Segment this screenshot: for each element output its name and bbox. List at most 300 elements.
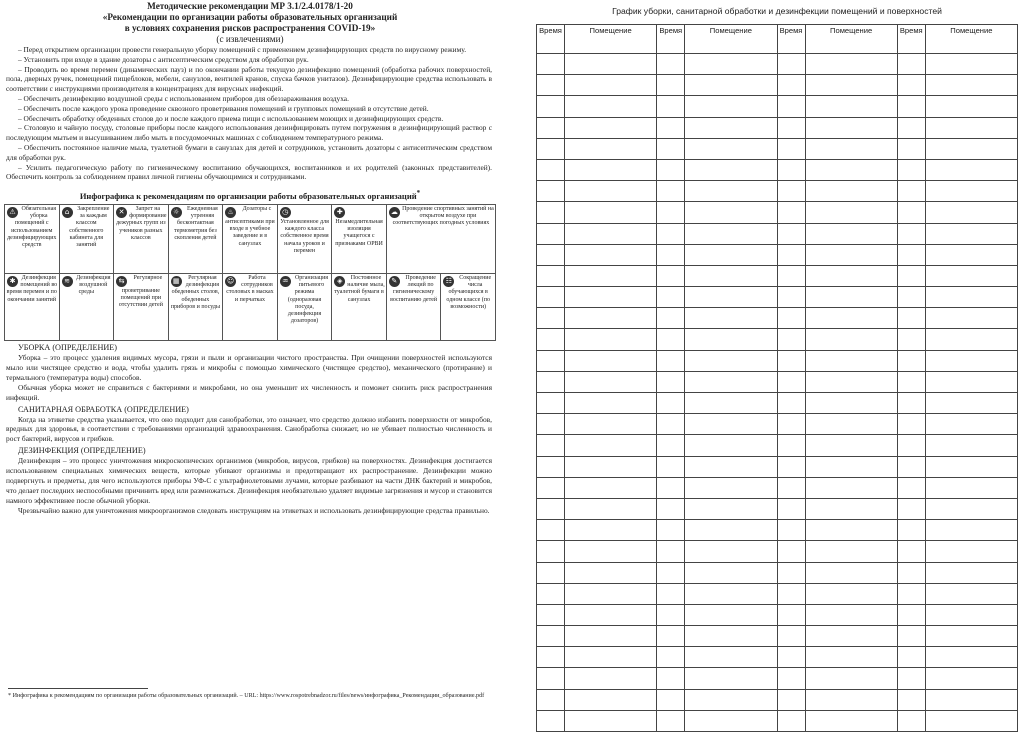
time-cell[interactable] bbox=[657, 96, 685, 117]
schedule-row bbox=[537, 498, 1018, 519]
column-header-time: Время bbox=[657, 25, 685, 54]
room-cell[interactable] bbox=[565, 456, 657, 477]
time-cell[interactable] bbox=[657, 710, 685, 731]
time-cell[interactable] bbox=[897, 647, 925, 668]
time-cell[interactable] bbox=[777, 265, 805, 286]
infographic-cell bbox=[59, 273, 114, 340]
time-cell[interactable] bbox=[537, 626, 565, 647]
time-cell[interactable] bbox=[777, 435, 805, 456]
time-cell[interactable] bbox=[537, 181, 565, 202]
time-cell[interactable] bbox=[777, 329, 805, 350]
section-heading: САНИТАРНАЯ ОБРАБОТКА (ОПРЕДЕЛЕНИЕ) bbox=[18, 404, 189, 414]
room-cell[interactable] bbox=[565, 498, 657, 519]
time-cell[interactable] bbox=[897, 223, 925, 244]
infographic-text: Дезинфекция воздушной среды bbox=[76, 274, 111, 296]
time-cell[interactable] bbox=[777, 75, 805, 96]
room-cell[interactable] bbox=[805, 265, 897, 286]
time-cell[interactable] bbox=[897, 181, 925, 202]
time-cell[interactable] bbox=[777, 350, 805, 371]
room-cell[interactable] bbox=[925, 308, 1017, 329]
time-cell[interactable] bbox=[777, 287, 805, 308]
room-cell[interactable] bbox=[685, 329, 777, 350]
room-cell[interactable] bbox=[925, 287, 1017, 308]
time-cell[interactable] bbox=[777, 202, 805, 223]
room-cell[interactable] bbox=[685, 456, 777, 477]
schedule-row bbox=[537, 75, 1018, 96]
room-cell[interactable] bbox=[685, 244, 777, 265]
time-cell[interactable] bbox=[537, 477, 565, 498]
room-cell[interactable] bbox=[685, 265, 777, 286]
room-cell[interactable] bbox=[685, 350, 777, 371]
infographic-cell bbox=[168, 204, 223, 273]
room-cell[interactable] bbox=[805, 541, 897, 562]
room-cell[interactable] bbox=[685, 371, 777, 392]
room-cell[interactable] bbox=[565, 520, 657, 541]
header-line-2: «Рекомендации по организации работы образовательных организаций bbox=[102, 12, 398, 22]
section-paragraph: Когда на этикетке средства указывается, что оно подходит для санобработки, это означает, что средство должно избавить поверхности от микробов, вредных для здоровья, в соответствии с требованиями организаций здравоохранения. Санобработка снижает, но не убивает полностью численность и рост бактерий, вирусов и грибков. bbox=[6, 414, 492, 444]
time-cell[interactable] bbox=[897, 117, 925, 138]
schedule-row bbox=[537, 393, 1018, 414]
time-cell[interactable] bbox=[657, 244, 685, 265]
room-cell[interactable] bbox=[925, 329, 1017, 350]
time-cell[interactable] bbox=[537, 96, 565, 117]
time-cell[interactable] bbox=[537, 414, 565, 435]
time-cell[interactable] bbox=[537, 583, 565, 604]
room-cell[interactable] bbox=[805, 668, 897, 689]
time-cell[interactable] bbox=[897, 393, 925, 414]
time-cell[interactable] bbox=[897, 244, 925, 265]
room-cell[interactable] bbox=[685, 689, 777, 710]
schedule-row bbox=[537, 710, 1018, 731]
room-cell[interactable] bbox=[685, 520, 777, 541]
time-cell[interactable] bbox=[897, 498, 925, 519]
room-cell[interactable] bbox=[925, 477, 1017, 498]
room-cell[interactable] bbox=[925, 689, 1017, 710]
time-cell[interactable] bbox=[897, 308, 925, 329]
room-cell[interactable] bbox=[685, 710, 777, 731]
schedule-row bbox=[537, 159, 1018, 180]
room-cell[interactable] bbox=[565, 562, 657, 583]
time-cell[interactable] bbox=[777, 244, 805, 265]
room-cell[interactable] bbox=[685, 562, 777, 583]
time-cell[interactable] bbox=[657, 117, 685, 138]
schedule-row bbox=[537, 626, 1018, 647]
time-cell[interactable] bbox=[537, 456, 565, 477]
time-cell[interactable] bbox=[537, 75, 565, 96]
room-cell[interactable] bbox=[805, 244, 897, 265]
room-cell[interactable] bbox=[565, 435, 657, 456]
time-cell[interactable] bbox=[657, 54, 685, 75]
room-cell[interactable] bbox=[685, 541, 777, 562]
room-cell[interactable] bbox=[685, 138, 777, 159]
room-cell[interactable] bbox=[685, 117, 777, 138]
room-cell[interactable] bbox=[805, 710, 897, 731]
room-cell[interactable] bbox=[925, 159, 1017, 180]
room-cell[interactable] bbox=[805, 138, 897, 159]
time-cell[interactable] bbox=[897, 583, 925, 604]
time-cell[interactable] bbox=[897, 710, 925, 731]
time-cell[interactable] bbox=[897, 541, 925, 562]
room-cell[interactable] bbox=[925, 181, 1017, 202]
room-cell[interactable] bbox=[925, 138, 1017, 159]
time-cell[interactable] bbox=[657, 520, 685, 541]
room-cell[interactable] bbox=[925, 265, 1017, 286]
room-cell[interactable] bbox=[925, 435, 1017, 456]
room-cell[interactable] bbox=[685, 668, 777, 689]
time-cell[interactable] bbox=[777, 626, 805, 647]
time-cell[interactable] bbox=[537, 287, 565, 308]
time-cell[interactable] bbox=[657, 626, 685, 647]
room-cell[interactable] bbox=[565, 54, 657, 75]
time-cell[interactable] bbox=[657, 583, 685, 604]
room-cell[interactable] bbox=[805, 583, 897, 604]
room-cell[interactable] bbox=[925, 393, 1017, 414]
time-cell[interactable] bbox=[897, 138, 925, 159]
time-cell[interactable] bbox=[777, 562, 805, 583]
time-cell[interactable] bbox=[537, 138, 565, 159]
time-cell[interactable] bbox=[897, 604, 925, 625]
time-cell[interactable] bbox=[657, 138, 685, 159]
room-cell[interactable] bbox=[685, 54, 777, 75]
room-cell[interactable] bbox=[565, 202, 657, 223]
time-cell[interactable] bbox=[657, 498, 685, 519]
time-cell[interactable] bbox=[777, 181, 805, 202]
time-cell[interactable] bbox=[777, 371, 805, 392]
room-cell[interactable] bbox=[685, 498, 777, 519]
time-cell[interactable] bbox=[537, 117, 565, 138]
time-cell[interactable] bbox=[777, 647, 805, 668]
time-cell[interactable] bbox=[537, 435, 565, 456]
room-cell[interactable] bbox=[685, 75, 777, 96]
time-cell[interactable] bbox=[537, 520, 565, 541]
room-cell[interactable] bbox=[805, 96, 897, 117]
room-cell[interactable] bbox=[805, 159, 897, 180]
room-cell[interactable] bbox=[565, 329, 657, 350]
time-cell[interactable] bbox=[537, 54, 565, 75]
recommendations-text bbox=[0, 45, 500, 182]
section-body bbox=[0, 456, 500, 515]
time-cell[interactable] bbox=[897, 520, 925, 541]
room-cell[interactable] bbox=[805, 75, 897, 96]
room-cell[interactable] bbox=[565, 371, 657, 392]
infographic-cell bbox=[114, 273, 169, 340]
schedule-row bbox=[537, 287, 1018, 308]
time-cell[interactable] bbox=[537, 202, 565, 223]
time-cell[interactable] bbox=[897, 75, 925, 96]
time-cell[interactable] bbox=[657, 287, 685, 308]
time-cell[interactable] bbox=[897, 202, 925, 223]
schedule-row bbox=[537, 54, 1018, 75]
room-cell[interactable] bbox=[565, 75, 657, 96]
time-cell[interactable] bbox=[657, 223, 685, 244]
room-cell[interactable] bbox=[805, 647, 897, 668]
room-cell[interactable] bbox=[925, 604, 1017, 625]
room-cell[interactable] bbox=[685, 96, 777, 117]
room-cell[interactable] bbox=[805, 477, 897, 498]
room-cell[interactable] bbox=[565, 138, 657, 159]
header-line-3: в условиях сохранения рисков распространения COVID-19» bbox=[124, 23, 376, 33]
room-cell[interactable] bbox=[925, 223, 1017, 244]
time-cell[interactable] bbox=[657, 477, 685, 498]
room-cell[interactable] bbox=[685, 202, 777, 223]
infographic-title: Инфографика к рекомендациям по организации работы образовательных организаций* bbox=[79, 189, 421, 201]
time-cell[interactable] bbox=[537, 350, 565, 371]
room-cell[interactable] bbox=[565, 244, 657, 265]
time-cell[interactable] bbox=[897, 265, 925, 286]
room-cell[interactable] bbox=[805, 371, 897, 392]
room-cell[interactable] bbox=[925, 350, 1017, 371]
time-cell[interactable] bbox=[777, 308, 805, 329]
room-cell[interactable] bbox=[925, 668, 1017, 689]
schedule-row bbox=[537, 308, 1018, 329]
schedule-row bbox=[537, 435, 1018, 456]
infographic-icon: ☷ bbox=[443, 276, 454, 287]
room-cell[interactable] bbox=[805, 393, 897, 414]
time-cell[interactable] bbox=[657, 604, 685, 625]
room-cell[interactable] bbox=[685, 477, 777, 498]
time-cell[interactable] bbox=[777, 477, 805, 498]
time-cell[interactable] bbox=[657, 371, 685, 392]
room-cell[interactable] bbox=[685, 393, 777, 414]
room-cell[interactable] bbox=[805, 54, 897, 75]
time-cell[interactable] bbox=[897, 477, 925, 498]
infographic-icon: ♨ bbox=[225, 207, 236, 218]
time-cell[interactable] bbox=[897, 435, 925, 456]
paragraph: – Усилить педагогическую работу по гигиеническому воспитанию обучающихся, воспитанников и их родителей (законных представителей). Обеспечить контроль за соблюдением правил личной гигиены обучающимися и сотрудниками. bbox=[6, 162, 492, 182]
time-cell[interactable] bbox=[777, 710, 805, 731]
room-cell[interactable] bbox=[805, 329, 897, 350]
time-cell[interactable] bbox=[657, 159, 685, 180]
time-cell[interactable] bbox=[777, 520, 805, 541]
schedule-row bbox=[537, 117, 1018, 138]
right-page bbox=[530, 0, 1024, 724]
schedule-row bbox=[537, 583, 1018, 604]
time-cell[interactable] bbox=[897, 96, 925, 117]
time-cell[interactable] bbox=[657, 456, 685, 477]
time-cell[interactable] bbox=[657, 393, 685, 414]
time-cell[interactable] bbox=[657, 689, 685, 710]
room-cell[interactable] bbox=[565, 117, 657, 138]
schedule-row bbox=[537, 181, 1018, 202]
room-cell[interactable] bbox=[685, 626, 777, 647]
room-cell[interactable] bbox=[565, 265, 657, 286]
room-cell[interactable] bbox=[565, 159, 657, 180]
time-cell[interactable] bbox=[777, 223, 805, 244]
time-cell[interactable] bbox=[897, 626, 925, 647]
time-cell[interactable] bbox=[897, 562, 925, 583]
time-cell[interactable] bbox=[897, 329, 925, 350]
room-cell[interactable] bbox=[805, 562, 897, 583]
time-cell[interactable] bbox=[897, 371, 925, 392]
room-cell[interactable] bbox=[925, 54, 1017, 75]
time-cell[interactable] bbox=[777, 117, 805, 138]
time-cell[interactable] bbox=[537, 159, 565, 180]
time-cell[interactable] bbox=[657, 350, 685, 371]
room-cell[interactable] bbox=[805, 414, 897, 435]
room-cell[interactable] bbox=[565, 393, 657, 414]
room-cell[interactable] bbox=[925, 583, 1017, 604]
time-cell[interactable] bbox=[777, 583, 805, 604]
schedule-row bbox=[537, 477, 1018, 498]
time-cell[interactable] bbox=[537, 223, 565, 244]
time-cell[interactable] bbox=[537, 647, 565, 668]
room-cell[interactable] bbox=[805, 181, 897, 202]
room-cell[interactable] bbox=[805, 350, 897, 371]
time-cell[interactable] bbox=[897, 414, 925, 435]
room-cell[interactable] bbox=[565, 710, 657, 731]
room-cell[interactable] bbox=[685, 583, 777, 604]
left-page bbox=[0, 0, 500, 724]
time-cell[interactable] bbox=[657, 75, 685, 96]
room-cell[interactable] bbox=[805, 435, 897, 456]
room-cell[interactable] bbox=[565, 541, 657, 562]
room-cell[interactable] bbox=[565, 308, 657, 329]
time-cell[interactable] bbox=[777, 604, 805, 625]
time-cell[interactable] bbox=[537, 541, 565, 562]
room-cell[interactable] bbox=[565, 287, 657, 308]
time-cell[interactable] bbox=[777, 138, 805, 159]
room-cell[interactable] bbox=[565, 181, 657, 202]
room-cell[interactable] bbox=[685, 647, 777, 668]
schedule-row bbox=[537, 647, 1018, 668]
time-cell[interactable] bbox=[537, 668, 565, 689]
room-cell[interactable] bbox=[565, 350, 657, 371]
time-cell[interactable] bbox=[657, 541, 685, 562]
time-cell[interactable] bbox=[897, 689, 925, 710]
room-cell[interactable] bbox=[805, 223, 897, 244]
room-cell[interactable] bbox=[805, 308, 897, 329]
room-cell[interactable] bbox=[925, 202, 1017, 223]
room-cell[interactable] bbox=[805, 689, 897, 710]
time-cell[interactable] bbox=[537, 393, 565, 414]
room-cell[interactable] bbox=[565, 647, 657, 668]
infographic-cell bbox=[114, 204, 169, 273]
time-cell[interactable] bbox=[897, 668, 925, 689]
time-cell[interactable] bbox=[777, 689, 805, 710]
room-cell[interactable] bbox=[565, 626, 657, 647]
time-cell[interactable] bbox=[657, 562, 685, 583]
room-cell[interactable] bbox=[925, 414, 1017, 435]
schedule-row bbox=[537, 244, 1018, 265]
time-cell[interactable] bbox=[537, 329, 565, 350]
time-cell[interactable] bbox=[537, 710, 565, 731]
time-cell[interactable] bbox=[657, 668, 685, 689]
time-cell[interactable] bbox=[777, 414, 805, 435]
room-cell[interactable] bbox=[565, 414, 657, 435]
time-cell[interactable] bbox=[777, 393, 805, 414]
room-cell[interactable] bbox=[685, 414, 777, 435]
time-cell[interactable] bbox=[657, 265, 685, 286]
room-cell[interactable] bbox=[685, 159, 777, 180]
room-cell[interactable] bbox=[565, 668, 657, 689]
time-cell[interactable] bbox=[657, 435, 685, 456]
room-cell[interactable] bbox=[925, 541, 1017, 562]
room-cell[interactable] bbox=[925, 562, 1017, 583]
time-cell[interactable] bbox=[777, 54, 805, 75]
section-paragraph: Уборка – это процесс удаления видимых мусора, грязи и пыли и организации чистого пространства. При очищении поверхностей используются мыло или чистящее средство и вода, чтобы удалить грязь и микробы с помощью химического (чистящее средство), механического (протирание) и термального (температура воды) способов. bbox=[6, 352, 492, 382]
time-cell[interactable] bbox=[657, 414, 685, 435]
infographic-cell bbox=[386, 273, 441, 340]
room-cell[interactable] bbox=[805, 520, 897, 541]
room-cell[interactable] bbox=[925, 498, 1017, 519]
room-cell[interactable] bbox=[565, 583, 657, 604]
room-cell[interactable] bbox=[925, 244, 1017, 265]
room-cell[interactable] bbox=[565, 223, 657, 244]
time-cell[interactable] bbox=[777, 456, 805, 477]
room-cell[interactable] bbox=[685, 435, 777, 456]
room-cell[interactable] bbox=[805, 287, 897, 308]
room-cell[interactable] bbox=[925, 75, 1017, 96]
room-cell[interactable] bbox=[925, 647, 1017, 668]
time-cell[interactable] bbox=[897, 456, 925, 477]
room-cell[interactable] bbox=[565, 477, 657, 498]
room-cell[interactable] bbox=[925, 626, 1017, 647]
room-cell[interactable] bbox=[685, 287, 777, 308]
time-cell[interactable] bbox=[537, 689, 565, 710]
time-cell[interactable] bbox=[777, 541, 805, 562]
time-cell[interactable] bbox=[537, 562, 565, 583]
time-cell[interactable] bbox=[897, 54, 925, 75]
room-cell[interactable] bbox=[925, 371, 1017, 392]
infographic-icon: ✚ bbox=[334, 207, 345, 218]
room-cell[interactable] bbox=[805, 498, 897, 519]
column-header-room: Помещение bbox=[685, 25, 777, 54]
room-cell[interactable] bbox=[685, 604, 777, 625]
time-cell[interactable] bbox=[777, 159, 805, 180]
time-cell[interactable] bbox=[537, 371, 565, 392]
time-cell[interactable] bbox=[537, 498, 565, 519]
time-cell[interactable] bbox=[657, 202, 685, 223]
infographic-text: Регулярное проветривание помещений при отсутствии детей bbox=[118, 274, 163, 309]
time-cell[interactable] bbox=[777, 668, 805, 689]
room-cell[interactable] bbox=[925, 520, 1017, 541]
paragraph: – Обеспечить после каждого урока проведение сквозного проветривания помещений и групповых помещений в отсутствие детей. bbox=[18, 103, 429, 113]
infographic-cell bbox=[59, 204, 114, 273]
room-cell[interactable] bbox=[805, 626, 897, 647]
room-cell[interactable] bbox=[925, 456, 1017, 477]
room-cell[interactable] bbox=[685, 223, 777, 244]
infographic-icon: ☁ bbox=[390, 207, 398, 216]
time-cell[interactable] bbox=[657, 329, 685, 350]
time-cell[interactable] bbox=[777, 96, 805, 117]
room-cell[interactable] bbox=[805, 202, 897, 223]
room-cell[interactable] bbox=[925, 710, 1017, 731]
time-cell[interactable] bbox=[657, 647, 685, 668]
room-cell[interactable] bbox=[925, 96, 1017, 117]
time-cell[interactable] bbox=[537, 308, 565, 329]
room-cell[interactable] bbox=[565, 96, 657, 117]
time-cell[interactable] bbox=[897, 350, 925, 371]
time-cell[interactable] bbox=[537, 604, 565, 625]
schedule-row bbox=[537, 456, 1018, 477]
room-cell[interactable] bbox=[805, 456, 897, 477]
time-cell[interactable] bbox=[537, 244, 565, 265]
time-cell[interactable] bbox=[897, 159, 925, 180]
time-cell[interactable] bbox=[897, 287, 925, 308]
room-cell[interactable] bbox=[805, 117, 897, 138]
room-cell[interactable] bbox=[925, 117, 1017, 138]
room-cell[interactable] bbox=[685, 308, 777, 329]
time-cell[interactable] bbox=[537, 265, 565, 286]
time-cell[interactable] bbox=[657, 181, 685, 202]
time-cell[interactable] bbox=[657, 308, 685, 329]
room-cell[interactable] bbox=[685, 181, 777, 202]
time-cell[interactable] bbox=[777, 498, 805, 519]
room-cell[interactable] bbox=[565, 604, 657, 625]
room-cell[interactable] bbox=[805, 604, 897, 625]
room-cell[interactable] bbox=[565, 689, 657, 710]
paragraph: – Обеспечить постоянное наличие мыла, туалетной бумаги в санузлах для детей и сотрудников, установить дозаторы с антисептическим средством для обработки рук. bbox=[6, 142, 492, 162]
